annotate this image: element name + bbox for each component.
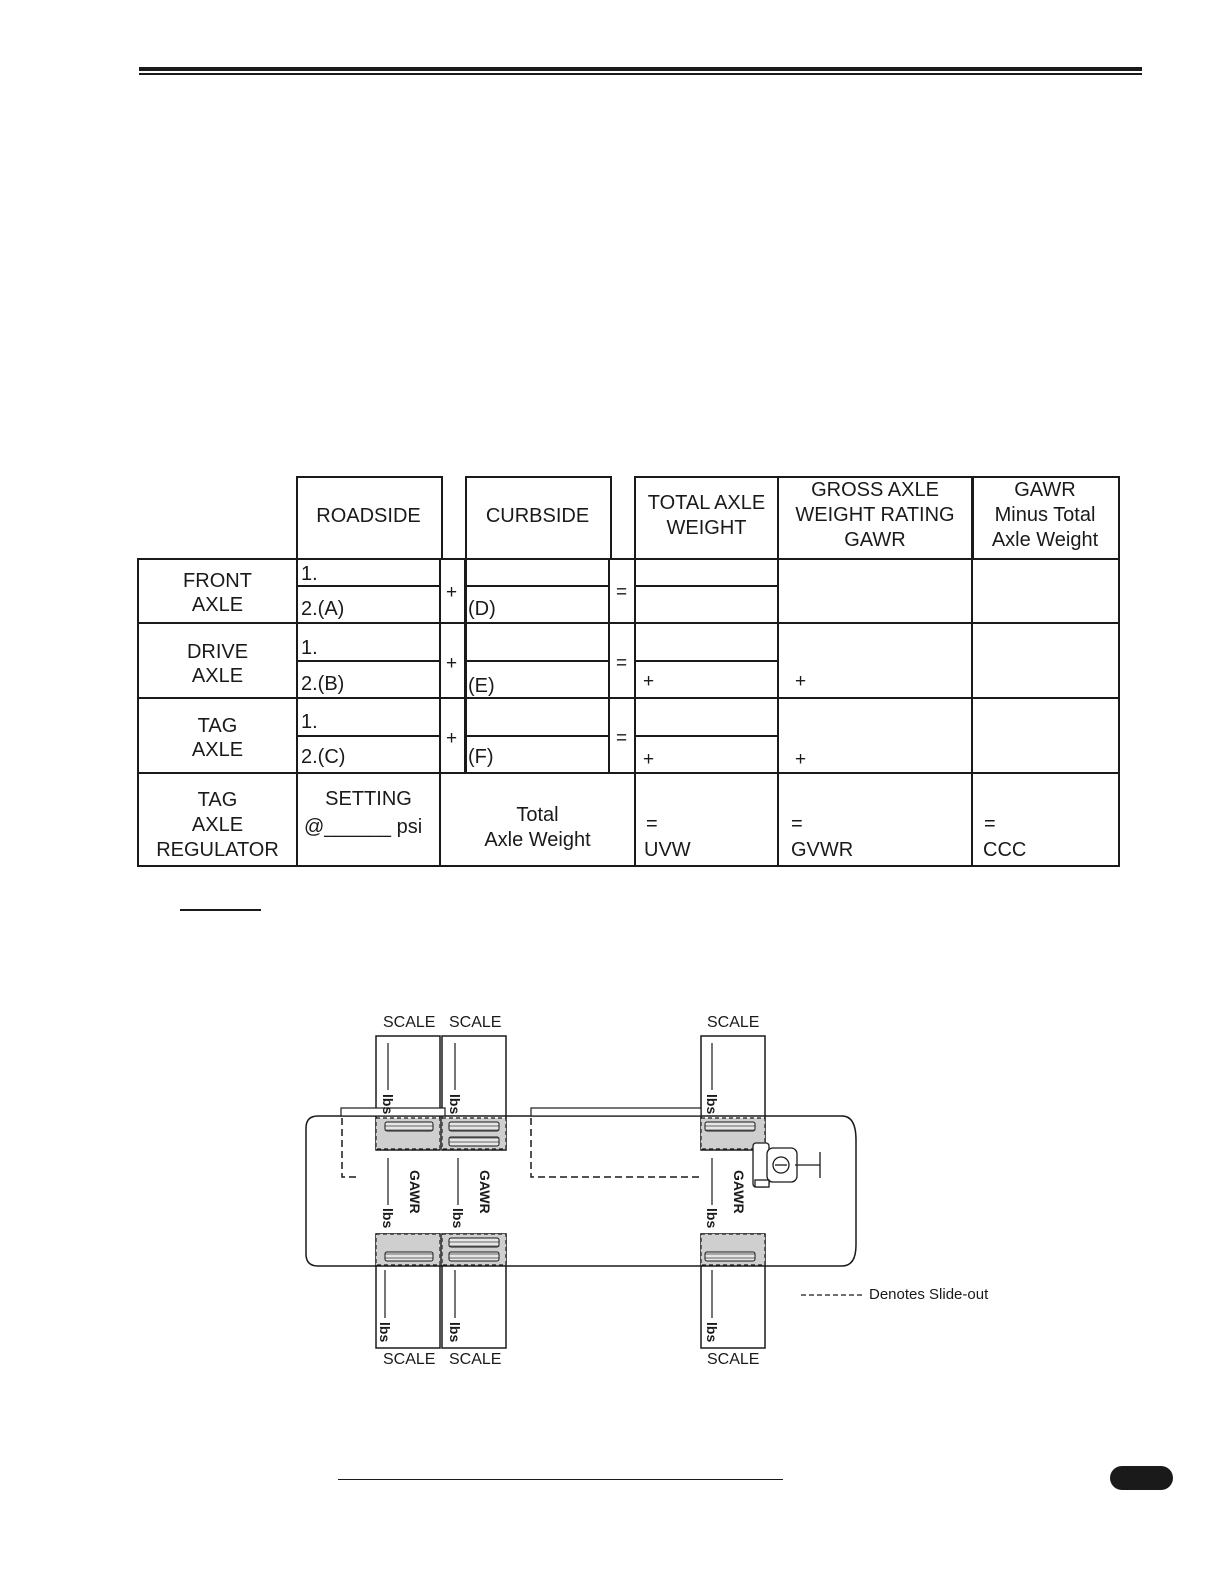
- front-plus: +: [446, 582, 458, 603]
- gvwr-equals: =: [791, 813, 803, 835]
- lbs-mid-1: lbs: [380, 1208, 396, 1229]
- tag-curbside-2: (F): [468, 746, 494, 768]
- ccc-label: CCC: [983, 839, 1027, 861]
- lbs-mid-2: lbs: [450, 1208, 466, 1229]
- drive-roadside-1: 1.: [301, 637, 318, 659]
- lbs-bottom-2: lbs: [447, 1322, 463, 1343]
- scale-label-bottom-3: SCALE: [707, 1351, 760, 1368]
- front-roadside-2: 2.(A): [301, 598, 345, 620]
- row-label-front-axle: FRONT AXLE: [183, 570, 252, 616]
- lbs-bottom-1: lbs: [377, 1322, 393, 1343]
- row-label-drive-axle: DRIVE AXLE: [186, 641, 249, 687]
- slideout-mid: [531, 1118, 700, 1177]
- row-label-tag-axle-regulator: TAG AXLE REGULATOR: [156, 789, 279, 861]
- scale-label-top-2: SCALE: [449, 1014, 502, 1031]
- setting-label: SETTING: [325, 788, 412, 810]
- row-label-tag-axle: TAG AXLE: [191, 715, 244, 761]
- slideout-legend: Denotes Slide-out: [869, 1286, 989, 1303]
- header-curbside: CURBSIDE: [485, 505, 590, 527]
- uvw-label: UVW: [644, 839, 691, 861]
- lbs-top-1: lbs: [380, 1094, 396, 1115]
- header-roadside: ROADSIDE: [316, 505, 421, 527]
- header-gross-axle-weight-rating: GROSS AXLE WEIGHT RATING GAWR: [795, 479, 955, 551]
- scale-label-bottom-1: SCALE: [383, 1351, 436, 1368]
- tag-equals: =: [616, 728, 628, 749]
- scale-label-bottom-2: SCALE: [449, 1351, 502, 1368]
- gvwr-label: GVWR: [791, 839, 854, 861]
- tag-roadside-1: 1.: [301, 711, 318, 733]
- scale-label-top-1: SCALE: [383, 1014, 436, 1031]
- gawr-3: GAWR: [731, 1170, 747, 1214]
- lbs-top-3: lbs: [704, 1094, 720, 1115]
- drive-curbside-2: (E): [468, 675, 495, 697]
- tag-gawr-plus: +: [795, 749, 807, 770]
- gawr-2: GAWR: [477, 1170, 493, 1214]
- tag-total-plus: +: [643, 749, 655, 770]
- steering-wheel-icon: [753, 1143, 820, 1187]
- front-roadside-1: 1.: [301, 563, 318, 585]
- header-total-axle-weight: TOTAL AXLE WEIGHT: [647, 492, 766, 539]
- front-equals: =: [616, 582, 628, 603]
- uvw-equals: =: [646, 813, 658, 835]
- drive-equals: =: [616, 653, 628, 674]
- lbs-mid-3: lbs: [704, 1208, 720, 1229]
- ccc-equals: =: [984, 813, 996, 835]
- tag-plus: +: [446, 728, 458, 749]
- drive-total-plus: +: [643, 671, 655, 692]
- lbs-top-2: lbs: [447, 1094, 463, 1115]
- footer-rule: [338, 1479, 783, 1480]
- total-axle-weight-label: Total Axle Weight: [484, 804, 591, 851]
- slideout-rear: [342, 1118, 358, 1177]
- setting-value: @______ psi: [304, 816, 423, 838]
- drive-gawr-plus: +: [795, 671, 807, 692]
- scale-label-top-3: SCALE: [707, 1014, 760, 1031]
- page-number-badge: [1110, 1466, 1173, 1490]
- header-gawr-minus-total: GAWR Minus Total Axle Weight: [991, 479, 1099, 551]
- drive-roadside-2: 2.(B): [301, 673, 345, 695]
- tag-roadside-2: 2.(C): [301, 746, 346, 768]
- front-curbside-2: (D): [468, 598, 496, 620]
- lbs-bottom-3: lbs: [704, 1322, 720, 1343]
- gawr-1: GAWR: [407, 1170, 423, 1214]
- drive-plus: +: [446, 653, 458, 674]
